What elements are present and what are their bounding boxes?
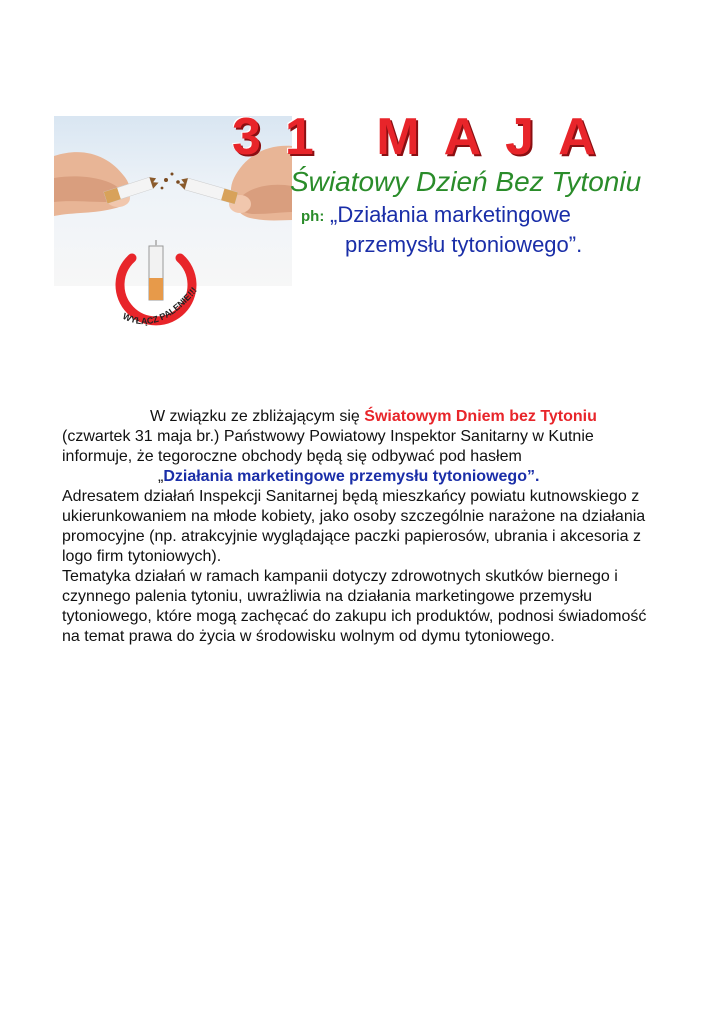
logo (108, 240, 228, 344)
paragraph-2-line-4: logo firm tytoniowych). (62, 548, 222, 565)
paragraph-2-line-3: promocyjne (np. atrakcyjnie wyglądające paczki papierosów, ubrania i akcesoria z (62, 528, 641, 545)
paragraph-1-line-4 (62, 467, 702, 487)
paragraph-3-line-4: na temat prawa do życia w środowisku wolnym od dymu tytoniowego. (62, 628, 555, 645)
logo-caption: WYŁĄCZ PALENIE!!! (121, 285, 199, 327)
page-subtitle: Światowy Dzień Bez Tytoniu (290, 166, 642, 197)
campaign-slogan: Działania marketingowe przemysłu tytoniowego”. (163, 468, 540, 485)
quote-open: „ (158, 468, 164, 485)
paragraph-1-line-1 (62, 407, 702, 427)
paragraph-3-line-1: Tematyka działań w ramach kampanii dotyczy zdrowotnych skutków biernego i (62, 568, 618, 585)
theme-prefix: ph: (301, 208, 325, 225)
banner-31-maja: 31 MAJA (232, 108, 620, 166)
event-name-highlight: Światowym Dniem bez Tytoniu (364, 408, 597, 425)
paragraph-2-line-2: ukierunkowaniem na młode kobiety, jako osoby szczególnie narażone na działania (62, 508, 646, 525)
paragraph-1-line-2: (czwartek 31 maja br.) Państwowy Powiatowy Inspektor Sanitarny w Kutnie (62, 428, 594, 445)
paragraph-3-line-2: czynnego palenia tytoniu, uwrażliwia na działania marketingowe przemysłu (62, 588, 593, 605)
theme-line-2: przemysłu tytoniowego”. (345, 232, 583, 257)
p1-intro: W związku ze zbliżającym się (150, 408, 365, 425)
paragraph-2-line-1: Adresatem działań Inspekcji Sanitarnej będą mieszkańcy powiatu kutnowskiego z (62, 488, 640, 505)
announcement-body (62, 407, 702, 647)
theme-line-1: „Działania marketingowe (330, 202, 571, 227)
paragraph-3-line-3: tytoniowego, które mogą zachęcać do zakupu ich produktów, podnosi świadomość (62, 608, 647, 625)
power-cigarette-icon (108, 240, 228, 344)
paragraph-1-line-3: informuje, że tegoroczne obchody będą się odbywać pod hasłem (62, 448, 522, 465)
